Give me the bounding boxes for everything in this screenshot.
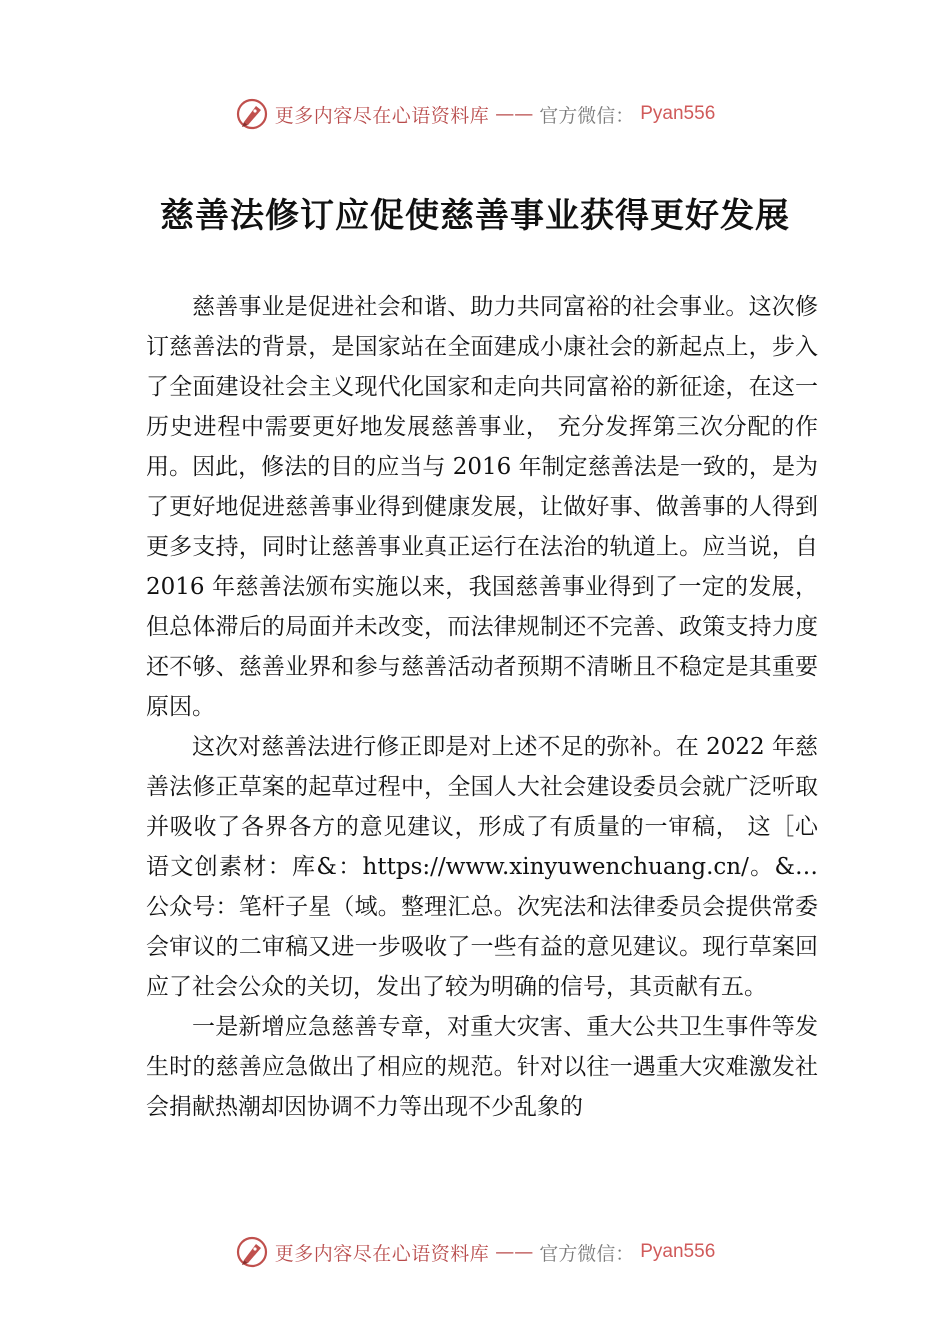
paragraph-1: 慈善事业是促进社会和谐、助力共同富裕的社会事业。这次修订慈善法的背景，是国家站在全面建成小康社会的新起点上，步入了全面建设社会主义现代化国家和走向共同富裕的新征途，在这一历史进程中需要更好地发展慈善事业， 充分发挥第三次分配的作用。因此，修法的目的应当与 2016 年制定慈善法是一致的，是为了更好地促进慈善事业得到健康发展，让做好事、做善事的人得到更多支持，同时让慈善事业真正运行在法治的轨道上。应当说，自 2016 年慈善法颁布实施以来，我国慈善事业得到了一定的发展，但总体滞后的局面并未改变，而法律规制还不完善、政策支持力度还不够、慈善业界和参与慈善活动者预期不清晰且不稳定是其重要原因。 [146,294,818,720]
banner-text: 更多内容尽在心语资料库 [274,104,490,127]
wechat-id: Pyan556 [640,103,716,124]
banner-separator: —— [495,1241,534,1263]
wechat-id: Pyan556 [640,1241,716,1262]
pen-nib-logo-icon [235,1235,269,1269]
document-title: 慈善法修订应促使慈善事业获得更好发展 [160,196,790,236]
document-body [146,287,818,1127]
banner-separator: —— [495,103,534,125]
banner-text: 更多内容尽在心语资料库 [274,1242,490,1265]
wechat-label: 官方微信： [539,104,635,127]
footer-banner [0,1232,950,1272]
paragraph-3: 一是新增应急慈善专章，对重大灾害、重大公共卫生事件等发生时的慈善应急做出了相应的规范。针对以往一遇重大灾难激发社会捐献热潮却因协调不力等出现不少乱象的 [146,1014,818,1120]
pen-nib-logo-icon [235,97,269,131]
header-banner [0,94,950,134]
paragraph-2: 这次对慈善法进行修正即是对上述不足的弥补。在 2022 年慈善法修正草案的起草过程中，全国人大社会建设委员会就广泛听取并吸收了各界各方的意见建议，形成了有质量的一审稿， 这［心语文创素材：库&：https://www.xinyuwenchuang.cn/。&…公众号：笔杆子星（域。整理汇总。次宪法和法律委员会提供常委会审议的二审稿又进一步吸收了一些有益的意见建议。现行草案回应了社会公众的关切，发出了较为明确的信号，其贡献有五。 [146,734,818,1000]
wechat-label: 官方微信： [539,1242,635,1265]
